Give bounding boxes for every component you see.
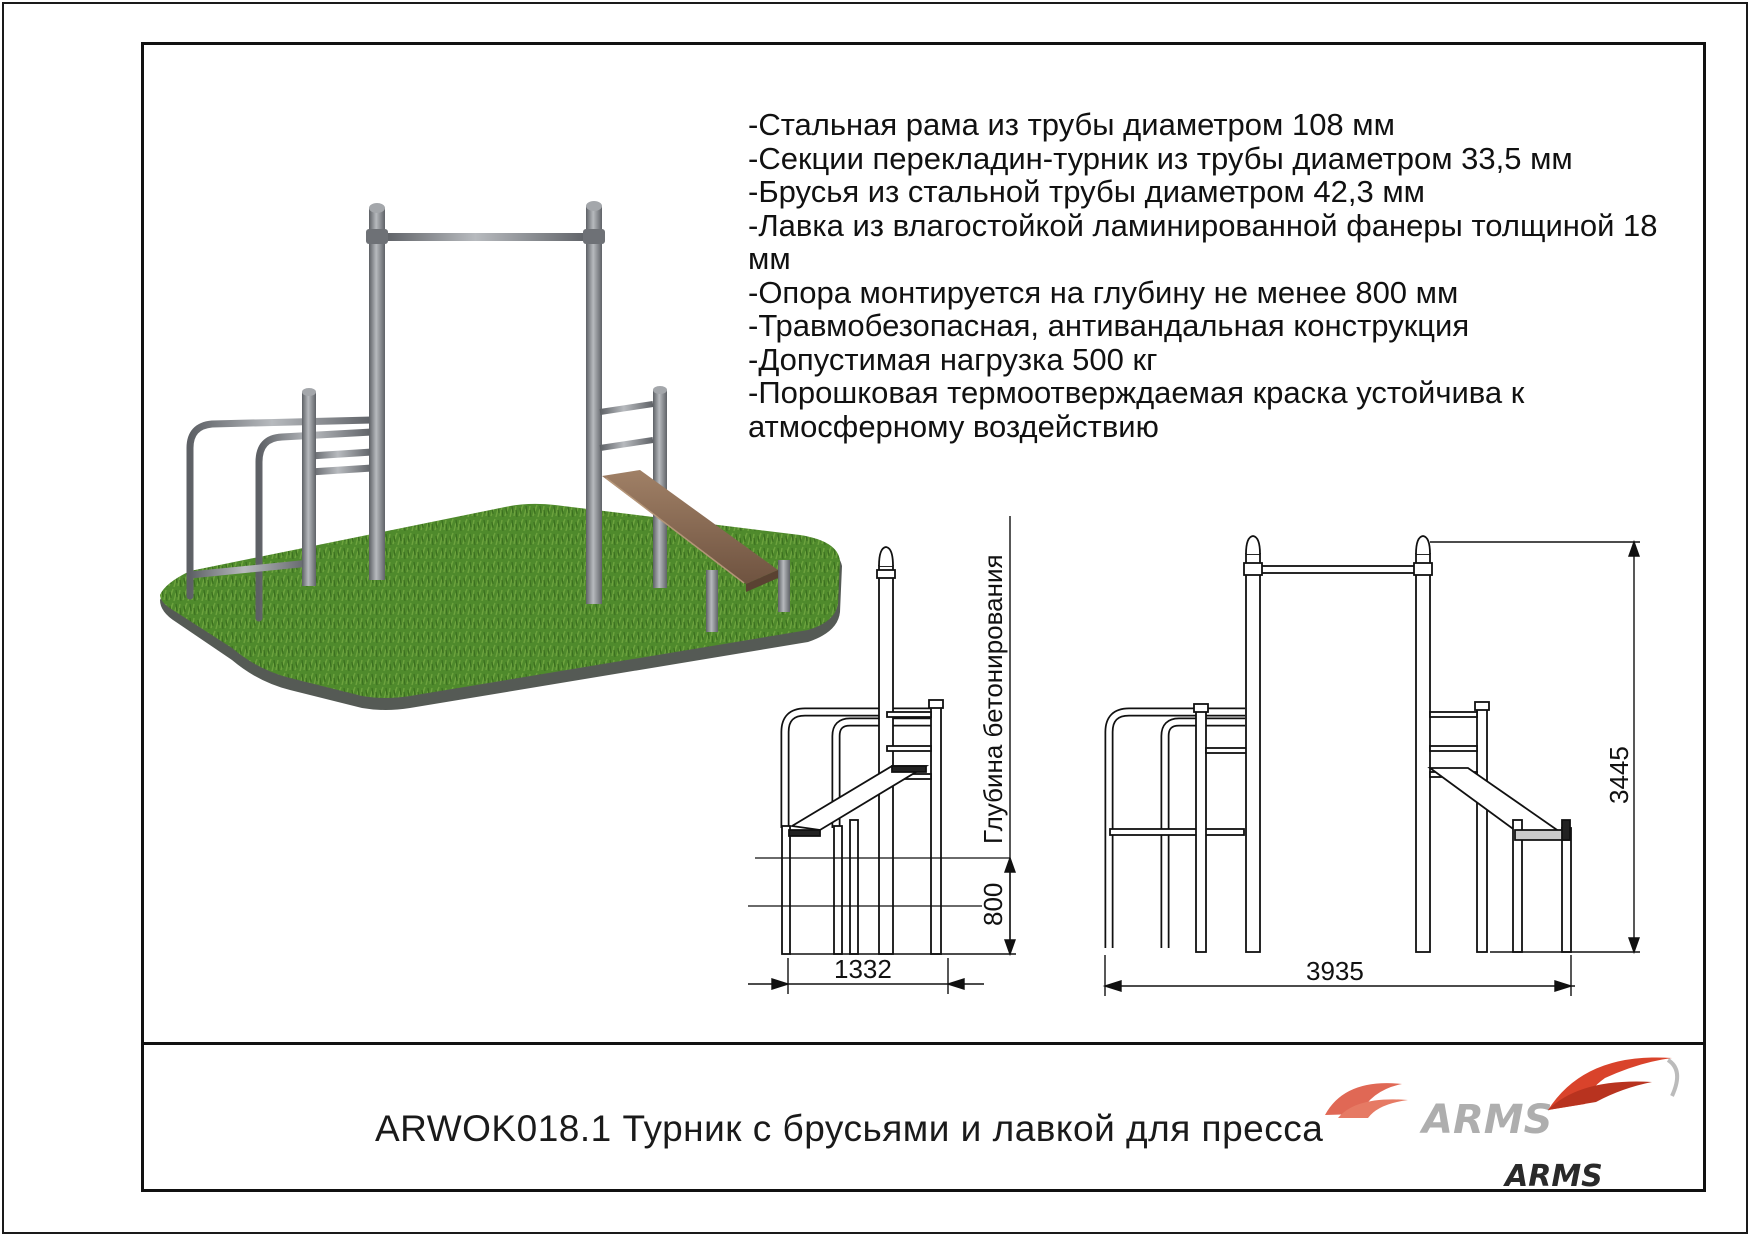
depth-value: 800 <box>978 882 1008 926</box>
drawing-title: ARWOK018.1 Турник с брусьями и лавкой для пресса <box>375 1108 1324 1149</box>
spec-item: -Допустимая нагрузка 500 кг <box>748 341 1158 377</box>
logo-text-large: ARMS <box>1422 1097 1553 1143</box>
logo-text-small: ARMS <box>1505 1159 1603 1194</box>
height-value: 3445 <box>1604 746 1634 804</box>
front-width-value: 3935 <box>1306 956 1364 986</box>
logo-swoosh-left <box>1325 1083 1552 1143</box>
spec-item: -Лавка из влагостойкой ламинированной фанеры толщиной 18 мм <box>748 207 1658 276</box>
spec-item: -Стальная рама из трубы диаметром 108 мм <box>748 107 1395 142</box>
side-width-value: 1332 <box>834 954 892 984</box>
spec-item: -Брусья из стальной трубы диаметром 42,3 мм <box>748 174 1425 209</box>
spec-item: -Порошковая термоотверждаемая краска устойчива к атмосферному воздействию <box>748 375 1525 444</box>
spec-item: -Травмобезопасная, антивандальная конструкция <box>748 308 1470 343</box>
concrete-depth-label: Глубина бетонирования <box>978 554 1008 844</box>
spec-item: -Секции перекладин-турник из трубы диаметром 33,5 мм <box>748 140 1573 176</box>
spec-item: -Опора монтируется на глубину не менее 800 мм <box>748 274 1459 310</box>
